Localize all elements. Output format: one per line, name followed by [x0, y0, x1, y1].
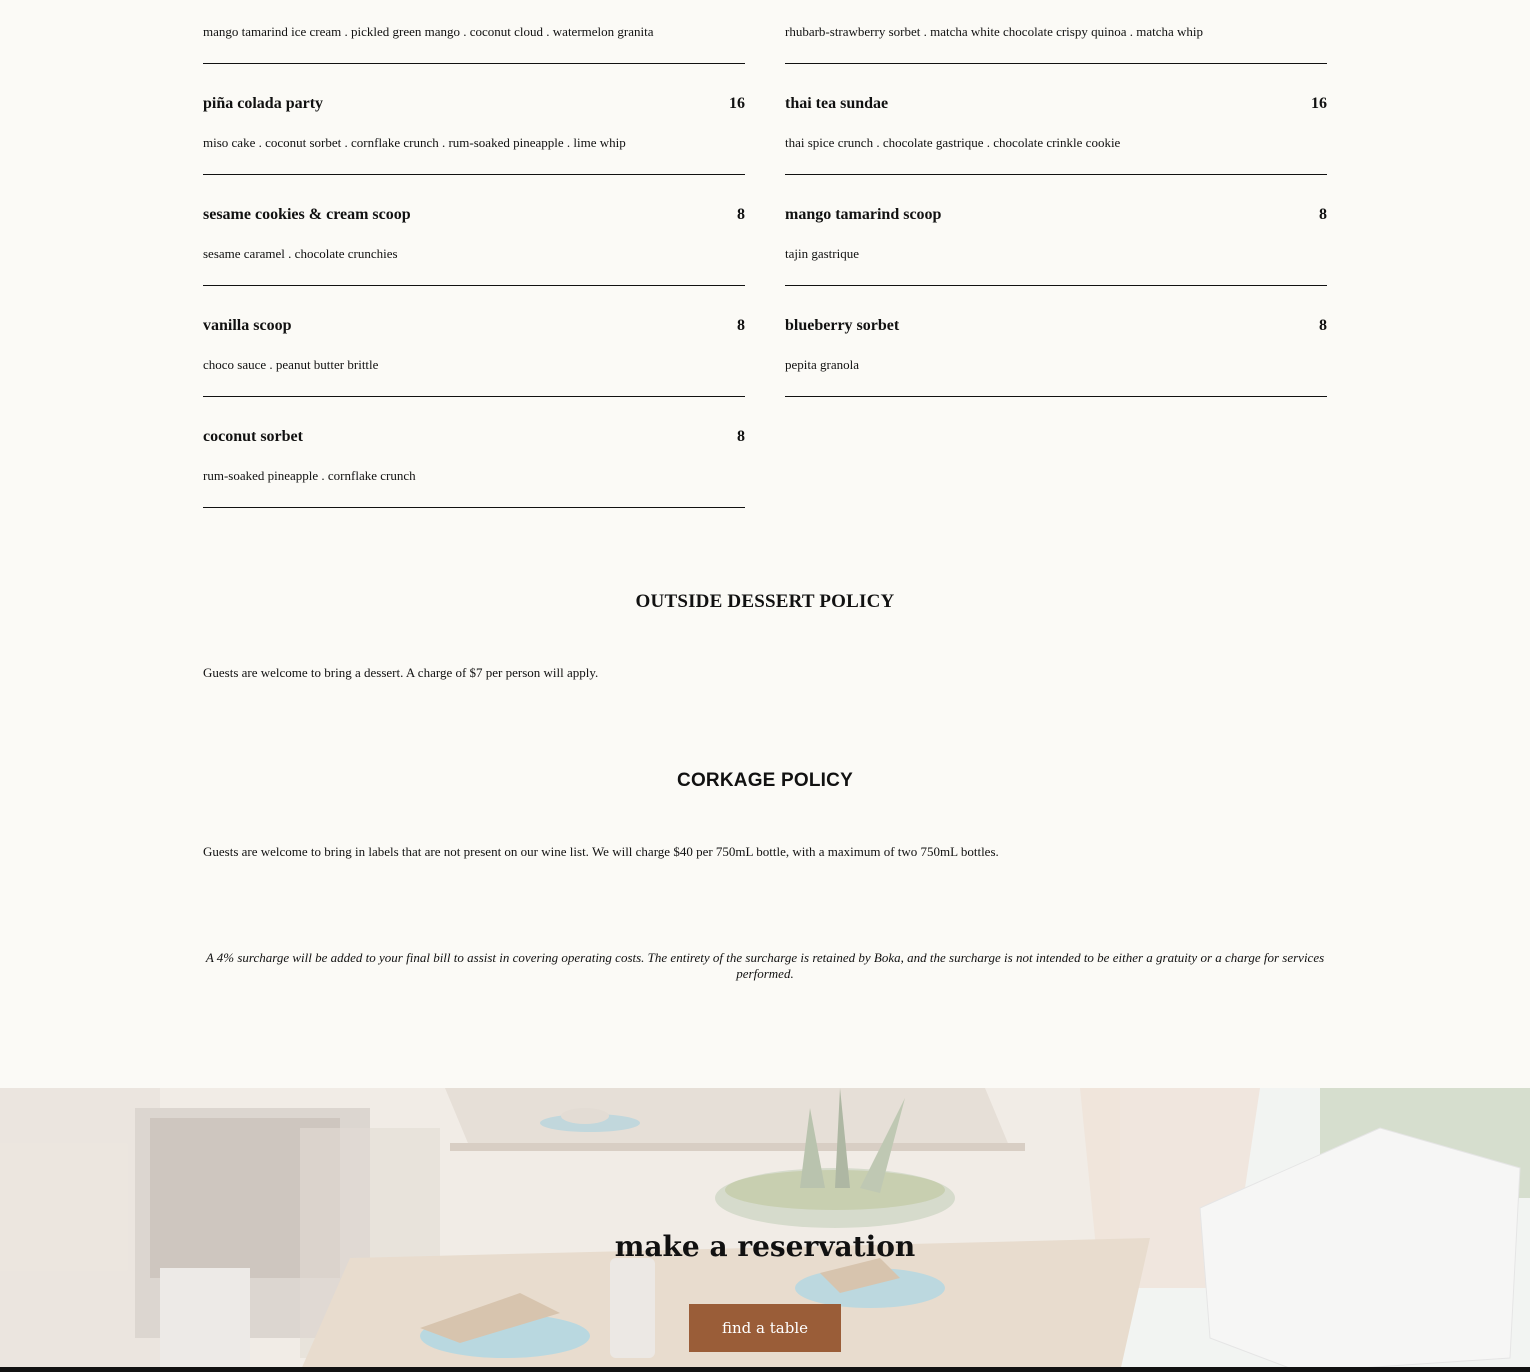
menu-item-name: coconut sorbet	[203, 428, 303, 445]
menu-item	[203, 175, 745, 286]
menu-item-price: 8	[737, 206, 745, 223]
menu-item-name: thai tea sundae	[785, 95, 889, 112]
menu-column-left	[203, 0, 745, 508]
dessert-menu	[203, 0, 1327, 508]
corkage-policy-text: Guests are welcome to bring in labels that are not present on our wine list. We will charge $40 per 750mL bottle, with a maximum of two 750mL bottles.	[203, 844, 999, 859]
menu-item	[785, 286, 1327, 397]
menu-item-description: mango tamarind ice cream . pickled green mango . coconut cloud . watermelon granita	[203, 24, 654, 39]
menu-item	[203, 64, 745, 175]
find-a-table-button[interactable]: find a table	[689, 1304, 841, 1352]
menu-item	[203, 286, 745, 397]
menu-item-price: 16	[729, 95, 745, 112]
menu-item	[785, 64, 1327, 175]
menu-item	[203, 397, 745, 508]
reservation-title: make a reservation	[614, 1230, 916, 1263]
menu-item-price: 8	[1319, 206, 1327, 223]
menu-item-description: sesame caramel . chocolate crunchies	[203, 246, 398, 261]
menu-item-name: blueberry sorbet	[785, 317, 900, 334]
menu-item-price: 8	[737, 428, 745, 445]
page-bottom-border	[0, 1367, 1530, 1372]
menu-item-description: thai spice crunch . chocolate gastrique . chocolate crinkle cookie	[785, 135, 1121, 150]
menu-item-description: rhubarb-strawberry sorbet . matcha white chocolate crispy quinoa . matcha whip	[785, 24, 1204, 39]
reservation-banner	[0, 1088, 1530, 1372]
menu-item	[203, 0, 745, 64]
menu-item	[785, 0, 1327, 64]
menu-item	[785, 175, 1327, 286]
menu-item-price: 16	[1311, 95, 1327, 112]
menu-item-name: mango tamarind scoop	[785, 206, 942, 223]
menu-item-description: tajin gastrique	[785, 246, 860, 261]
menu-item-name: vanilla scoop	[203, 317, 292, 334]
menu-column-right	[785, 0, 1327, 508]
outside-dessert-policy-heading: OUTSIDE DESSERT POLICY	[635, 591, 895, 612]
menu-item-price: 8	[1319, 317, 1327, 334]
menu-item-description: pepita granola	[785, 357, 859, 372]
menu-item-description: miso cake . coconut sorbet . cornflake crunch . rum-soaked pineapple . lime whip	[203, 135, 626, 150]
corkage-policy-heading: CORKAGE POLICY	[677, 770, 853, 791]
menu-item-price: 8	[737, 317, 745, 334]
menu-item-description: rum-soaked pineapple . cornflake crunch	[203, 468, 416, 483]
surcharge-notice: A 4% surcharge will be added to your final bill to assist in covering operating costs. The entirety of the surcharge is retained by Boka, and the surcharge is not intended to be either a gratuity or a charge for services performed.	[205, 950, 1325, 981]
menu-item-name: sesame cookies & cream scoop	[203, 206, 411, 223]
menu-item-name: piña colada party	[203, 95, 324, 112]
menu-item-description: choco sauce . peanut butter brittle	[203, 357, 379, 372]
outside-dessert-policy-text: Guests are welcome to bring a dessert. A charge of $7 per person will apply.	[203, 665, 599, 680]
